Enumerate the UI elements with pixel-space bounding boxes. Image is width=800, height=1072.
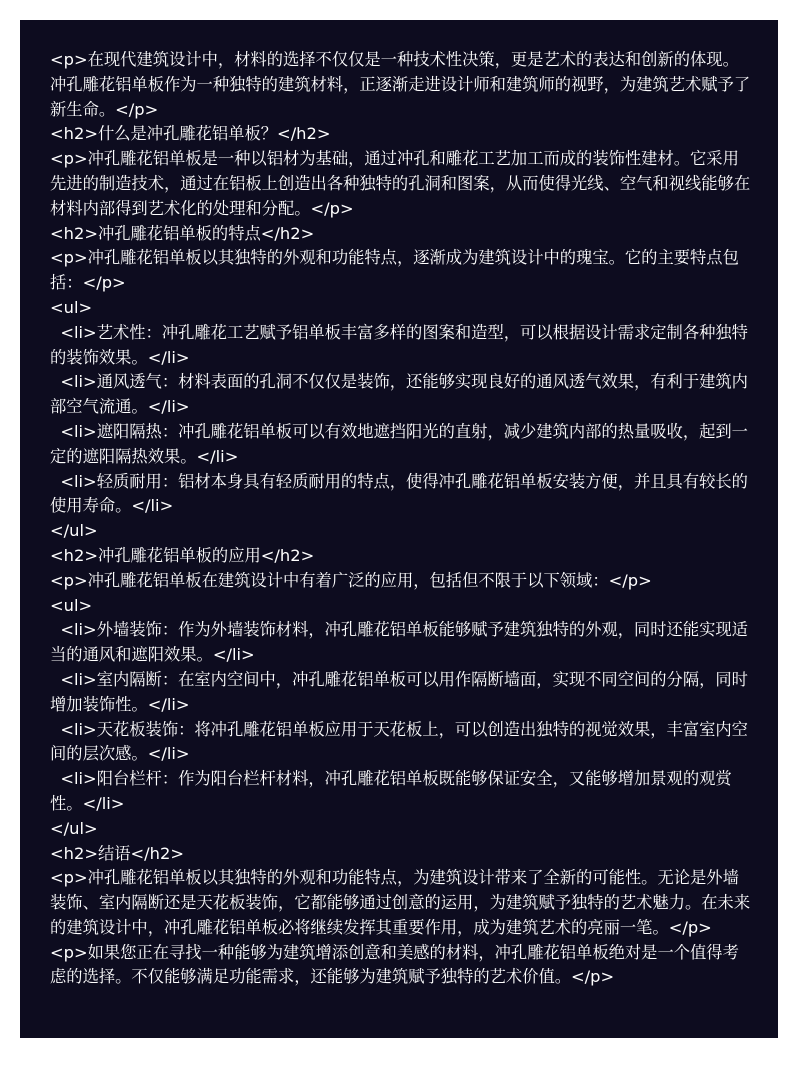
code-line-ul-open: <ul>: [50, 297, 93, 317]
code-line-ul-close: </ul>: [50, 521, 98, 541]
code-line-ul-open-2: <ul>: [50, 595, 93, 615]
code-line-ul-close-2: </ul>: [50, 818, 98, 838]
code-line-heading-conclusion: <h2>结语</h2>: [50, 843, 184, 863]
code-line-heading-applications: <h2>冲孔雕花铝单板的应用</h2>: [50, 545, 315, 565]
code-line-closing-paragraph: <p>如果您正在寻找一种能够为建筑增添创意和美感的材料，冲孔雕花铝单板绝对是一个值得考虑的选择。不仅能够满足功能需求，还能够为建筑赋予独特的艺术价值。</p>: [50, 942, 739, 987]
code-line-app-exterior: <li>外墙装饰：作为外墙装饰材料，冲孔雕花铝单板能够赋予建筑独特的外观，同时还能实现适当的通风和遮阳效果。</li>: [50, 620, 748, 665]
code-line-heading-what-is: <h2>什么是冲孔雕花铝单板？</h2>: [50, 124, 331, 144]
code-line-definition-paragraph: <p>冲孔雕花铝单板是一种以铝材为基础，通过冲孔和雕花工艺加工而成的装饰性建材。它采用先进的制造技术，通过在铝板上创造出各种独特的孔洞和图案，从而使得光线、空气和视线能够在材料内部得到艺术化的处理和分配。</p>: [50, 149, 751, 218]
code-line-applications-paragraph: <p>冲孔雕花铝单板在建筑设计中有着广泛的应用，包括但不限于以下领域：</p>: [50, 570, 652, 590]
code-line-app-partition: <li>室内隔断：在室内空间中，冲孔雕花铝单板可以用作隔断墙面，实现不同空间的分隔，同时增加装饰性。</li>: [50, 669, 748, 714]
code-line-feature-shading: <li>遮阳隔热：冲孔雕花铝单板可以有效地遮挡阳光的直射，减少建筑内部的热量吸收，起到一定的遮阳隔热效果。</li>: [50, 421, 748, 466]
code-line-feature-lightweight: <li>轻质耐用：铝材本身具有轻质耐用的特点，使得冲孔雕花铝单板安装方便，并且具有较长的使用寿命。</li>: [50, 471, 748, 516]
code-line-heading-features: <h2>冲孔雕花铝单板的特点</h2>: [50, 223, 315, 243]
code-line-feature-ventilation: <li>通风透气：材料表面的孔洞不仅仅是装饰，还能够实现良好的通风透气效果，有利于建筑内部空气流通。</li>: [50, 372, 748, 417]
code-panel: [20, 20, 778, 1038]
code-line-feature-artistic: <li>艺术性：冲孔雕花工艺赋予铝单板丰富多样的图案和造型，可以根据设计需求定制各种独特的装饰效果。</li>: [50, 322, 748, 367]
code-line-conclusion-paragraph: <p>冲孔雕花铝单板以其独特的外观和功能特点，为建筑设计带来了全新的可能性。无论是外墙装饰、室内隔断还是天花板装饰，它都能够通过创意的运用，为建筑赋予独特的艺术魅力。在未来的建筑设计中，冲孔雕花铝单板必将继续发挥其重要作用，成为建筑艺术的亮丽一笔。</p>: [50, 868, 751, 937]
code-line-features-paragraph: <p>冲孔雕花铝单板以其独特的外观和功能特点，逐渐成为建筑设计中的瑰宝。它的主要特点包括：</p>: [50, 248, 739, 293]
code-line-intro-paragraph: <p>在现代建筑设计中，材料的选择不仅仅是一种技术性决策，更是艺术的表达和创新的体现。冲孔雕花铝单板作为一种独特的建筑材料，正逐渐走进设计师和建筑师的视野，为建筑艺术赋予了新生命。</p>: [50, 50, 751, 119]
code-line-app-railing: <li>阳台栏杆：作为阳台栏杆材料，冲孔雕花铝单板既能够保证安全，又能够增加景观的观赏性。</li>: [50, 769, 732, 813]
code-line-app-ceiling: <li>天花板装饰：将冲孔雕花铝单板应用于天花板上，可以创造出独特的视觉效果，丰富室内空间的层次感。</li>: [50, 719, 748, 764]
